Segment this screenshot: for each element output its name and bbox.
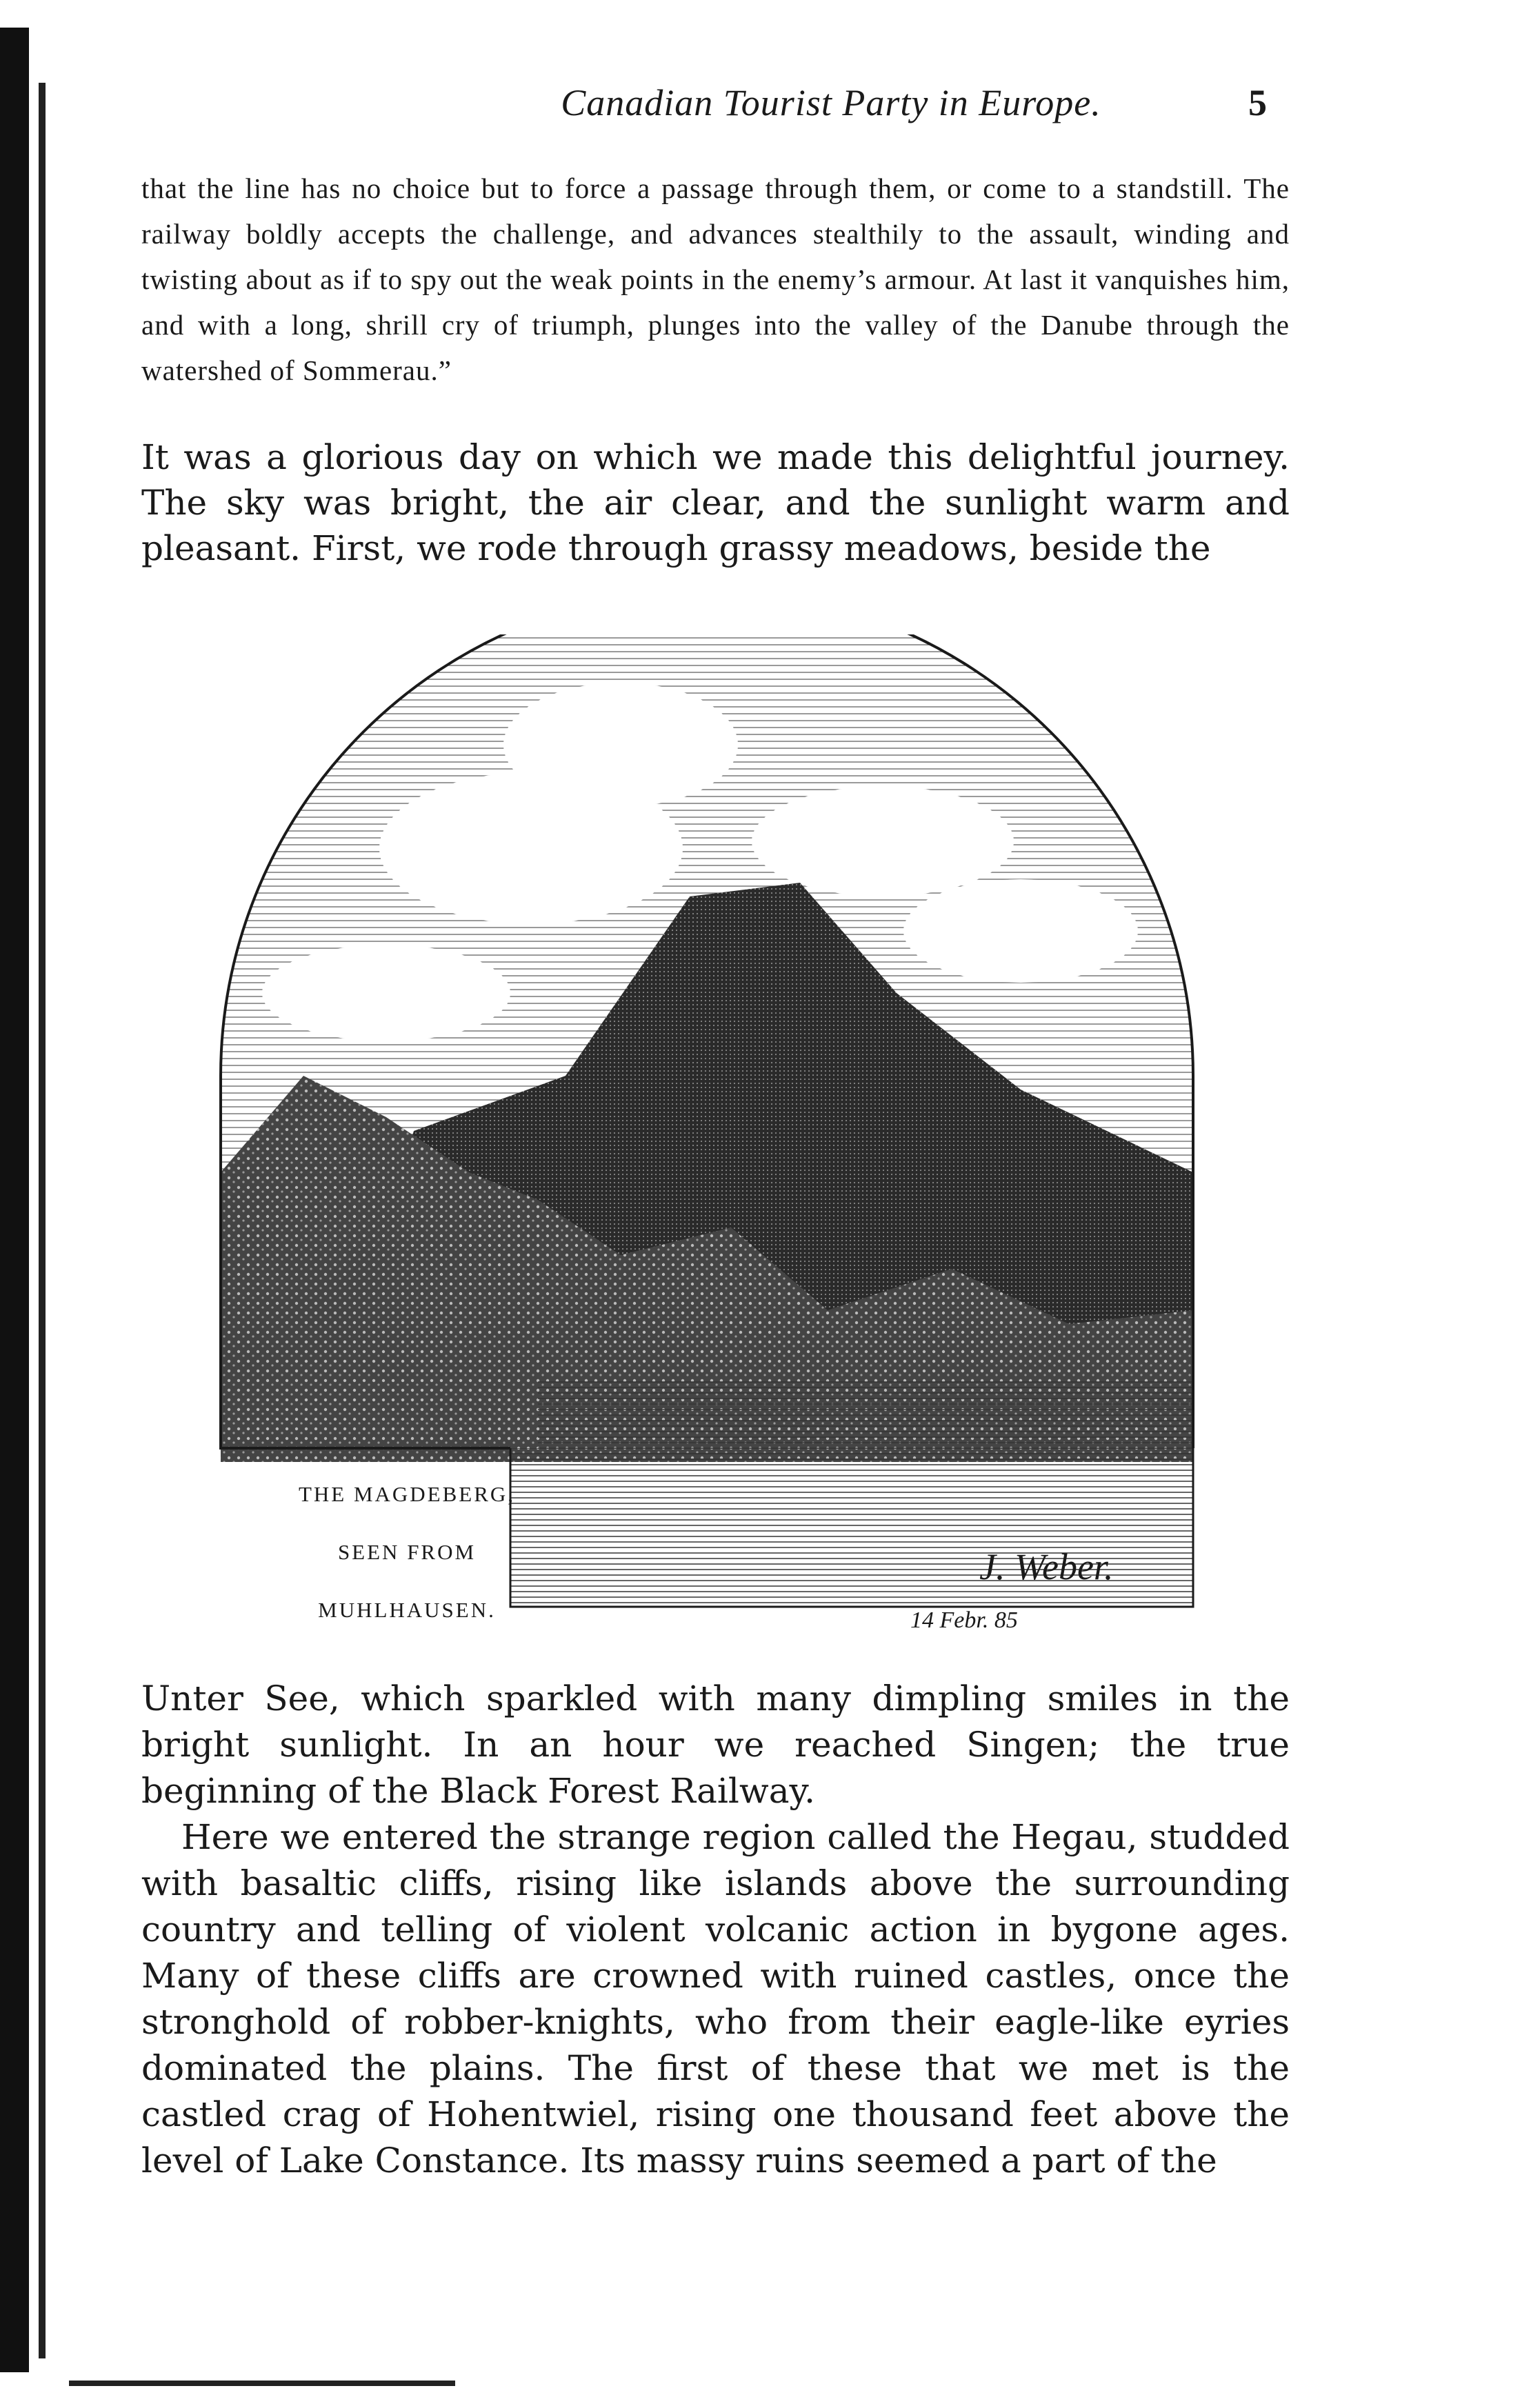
page-number: 5 (1248, 82, 1267, 123)
paragraph-unter-see: Unter See, which sparkled with many dimpling smiles in the bright sunlight. In an hour we reached Singen; the true beginning of the Black Forest Railway. (141, 1678, 1290, 1811)
running-title: Canadian Tourist Party in Europe. (561, 82, 1101, 123)
engraving-date: 14 Febr. 85 (910, 1607, 1018, 1633)
body-continuation (141, 1676, 1290, 2184)
paragraph-glorious-day: It was a glorious day on which we made this delightful journey. The sky was bright, the air clear, and the sunlight warm and pleasant. First, we rode through grassy meadows, beside the (141, 437, 1290, 568)
paragraph-hegau: Here we entered the strange region called the Hegau, studded with basaltic cliffs, rising like islands above the surrounding country and telling of violent volcanic action in bygone ages. Many of these cliffs are crowned with ruined castles, once the stronghold of robber-knights, who from their eagle-like eyries dominated the plains. The first of these that we met is the castled crag of Hohentwiel, rising one thousand feet above the level of Lake Constance. Its massy ruins seemed a part of the (141, 1817, 1290, 2181)
page-edge-line (39, 83, 46, 2358)
engraver-signature: J. Weber. (979, 1546, 1114, 1587)
caption-line-2: SEEN FROM (337, 1540, 477, 1564)
quote-continuation: that the line has no choice but to force a passage through them, or come to a standstill. The railway boldly accepts the challenge, and advances stealthily to the assault, winding and twisting about as if to spy out the weak points in the enemy’s armour. At last it vanquishes him, and with a long, shrill cry of triumph, plunges into the valley of the Danube through the watershed of Sommerau.” (141, 172, 1290, 386)
bottom-rule (69, 2381, 455, 2386)
caption-line-1: THE MAGDEBERG, (298, 1482, 516, 1506)
page-edge-shadow (0, 28, 29, 2372)
illustration-caption (228, 1465, 586, 1639)
caption-line-3: MUHLHAUSEN. (318, 1598, 496, 1622)
